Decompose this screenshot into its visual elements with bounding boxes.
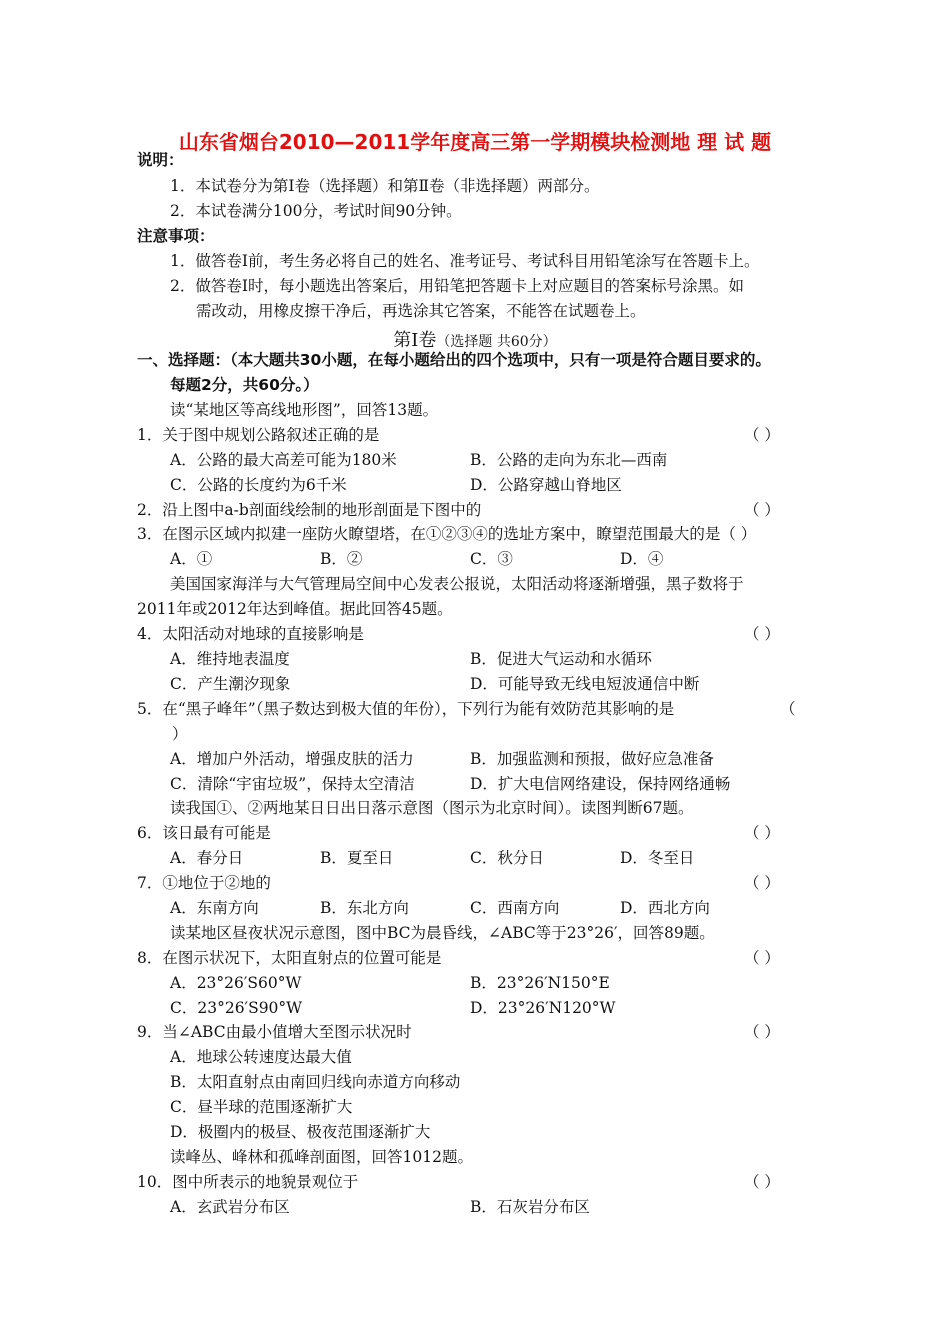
q4-option-a: A．维持地表温度	[170, 650, 290, 668]
q5-option-d: D．扩大电信网络建设，保持网络通畅	[470, 775, 731, 793]
q9-answer-paren: （ ）	[744, 1023, 780, 1041]
q7-option-b: B．东北方向	[320, 899, 409, 917]
q5-paren-close: ）	[172, 725, 188, 743]
q1-option-d: D．公路穿越山脊地区	[470, 476, 622, 494]
q9-option-b: B．太阳直射点由南回归线向赤道方向移动	[170, 1073, 461, 1091]
q1-answer-paren: （ ）	[744, 426, 780, 444]
q1-option-a: A．公路的最大高差可能为180米	[170, 451, 397, 469]
q9-option-c: C．昼半球的范围逐渐扩大	[170, 1098, 353, 1116]
intro-2b: 2011年或2012年达到峰值。据此回答45题。	[137, 600, 453, 618]
q5-option-a: A．增加户外活动，增强皮肤的活力	[170, 750, 414, 768]
q8-option-a: A．23°26′S60°W	[170, 974, 302, 992]
q6-option-d: D．冬至日	[620, 849, 695, 867]
q6-option-b: B．夏至日	[320, 849, 394, 867]
section-heading	[0, 326, 950, 352]
q7-option-a: A．东南方向	[170, 899, 259, 917]
intro-3: 读我国①、②两地某日日出日落示意图（图示为北京时间）。读图判断67题。	[170, 799, 694, 817]
q4-stem: 4．太阳活动对地球的直接影响是	[137, 625, 364, 643]
intro-4: 读某地区昼夜状况示意图，图中BC为晨昏线，∠ABC等于23°26′，回答89题。	[170, 924, 715, 942]
attention-item-1: 1．做答卷Ⅰ前，考生务必将自己的姓名、准考证号、考试科目用铅笔涂写在答题卡上。	[170, 252, 760, 270]
notes-item-1: 1．本试卷分为第Ⅰ卷（选择题）和第Ⅱ卷（非选择题）两部分。	[170, 177, 600, 195]
q7-option-d: D．西北方向	[620, 899, 710, 917]
intro-1: 读“某地区等高线地形图”，回答13题。	[170, 401, 439, 419]
attention-item-2b: 需改动，用橡皮擦干净后，再选涂其它答案，不能答在试题卷上。	[196, 302, 646, 320]
attention-item-2a: 2．做答卷Ⅰ时，每小题选出答案后，用铅笔把答题卡上对应题目的答案标号涂黑。如	[170, 277, 744, 295]
section-sub: （选择题 共60分）	[436, 334, 557, 350]
q4-option-b: B．促进大气运动和水循环	[470, 650, 652, 668]
q4-option-c: C．产生潮汐现象	[170, 675, 291, 693]
intro-2a: 美国国家海洋与大气管理局空间中心发表公报说，太阳活动将逐渐增强，黑子数将于	[170, 575, 744, 593]
q7-stem: 7．①地位于②地的	[137, 874, 271, 892]
q2-stem: 2．沿上图中a-b剖面线绘制的地形剖面是下图中的	[137, 501, 482, 519]
q7-option-c: C．西南方向	[470, 899, 560, 917]
q10-answer-paren: （ ）	[744, 1173, 780, 1191]
q6-answer-paren: （ ）	[744, 824, 780, 842]
q4-option-d: D．可能导致无线电短波通信中断	[470, 675, 700, 693]
q3-option-a: A．①	[170, 550, 213, 568]
q10-option-a: A．玄武岩分布区	[170, 1198, 290, 1216]
section-main: 第Ⅰ卷	[393, 330, 437, 351]
q4-answer-paren: （ ）	[744, 625, 780, 643]
notes-item-2: 2．本试卷满分100分，考试时间90分钟。	[170, 202, 462, 220]
q10-option-b: B．石灰岩分布区	[470, 1198, 590, 1216]
intro-5: 读峰丛、峰林和孤峰剖面图，回答1012题。	[170, 1148, 473, 1166]
q3-stem: 3．在图示区域内拟建一座防火瞭望塔，在①②③④的选址方案中，瞭望范围最大的是（ ）	[137, 525, 757, 543]
q1-option-b: B．公路的走向为东北—西南	[470, 451, 668, 469]
q8-option-c: C．23°26′S90°W	[170, 999, 303, 1017]
q8-option-b: B．23°26′N150°E	[470, 974, 610, 992]
part1-heading-2: 每题2分，共60分。）	[170, 376, 319, 394]
q5-option-b: B．加强监测和预报，做好应急准备	[470, 750, 714, 768]
q5-stem: 5．在“黑子峰年”（黑子数达到极大值的年份），下列行为能有效防范其影响的是	[137, 700, 675, 718]
q1-option-c: C．公路的长度约为6千米	[170, 476, 347, 494]
q6-stem: 6．该日最有可能是	[137, 824, 271, 842]
attention-heading: 注意事项：	[137, 227, 215, 245]
q8-option-d: D．23°26′N120°W	[470, 999, 616, 1017]
q8-stem: 8．在图示状况下，太阳直射点的位置可能是	[137, 949, 442, 967]
q8-answer-paren: （ ）	[744, 949, 780, 967]
part1-heading: 一、选择题：（本大题共30小题，在每小题给出的四个选项中，只有一项是符合题目要求的。	[137, 351, 771, 369]
q9-option-a: A．地球公转速度达最大值	[170, 1048, 352, 1066]
q9-option-d: D．极圈内的极昼、极夜范围逐渐扩大	[170, 1123, 431, 1141]
q5-option-c: C．清除“宇宙垃圾”，保持太空清洁	[170, 775, 415, 793]
q9-stem: 9．当∠ABC由最小值增大至图示状况时	[137, 1023, 412, 1041]
q3-option-b: B．②	[320, 550, 363, 568]
q10-stem: 10．图中所表示的地貌景观位于	[137, 1173, 359, 1191]
q2-answer-paren: （ ）	[744, 501, 780, 519]
q3-option-d: D．④	[620, 550, 664, 568]
q3-option-c: C．③	[470, 550, 513, 568]
q6-option-c: C．秋分日	[470, 849, 544, 867]
q1-stem: 1．关于图中规划公路叙述正确的是	[137, 426, 380, 444]
notes-heading: 说明：	[137, 151, 184, 169]
page-title: 山东省烟台2010—2011学年度高三第一学期模块检测地 理 试 题	[178, 130, 772, 154]
q7-answer-paren: （ ）	[744, 874, 780, 892]
q6-option-a: A．春分日	[170, 849, 244, 867]
q5-paren-open: （	[780, 700, 796, 718]
